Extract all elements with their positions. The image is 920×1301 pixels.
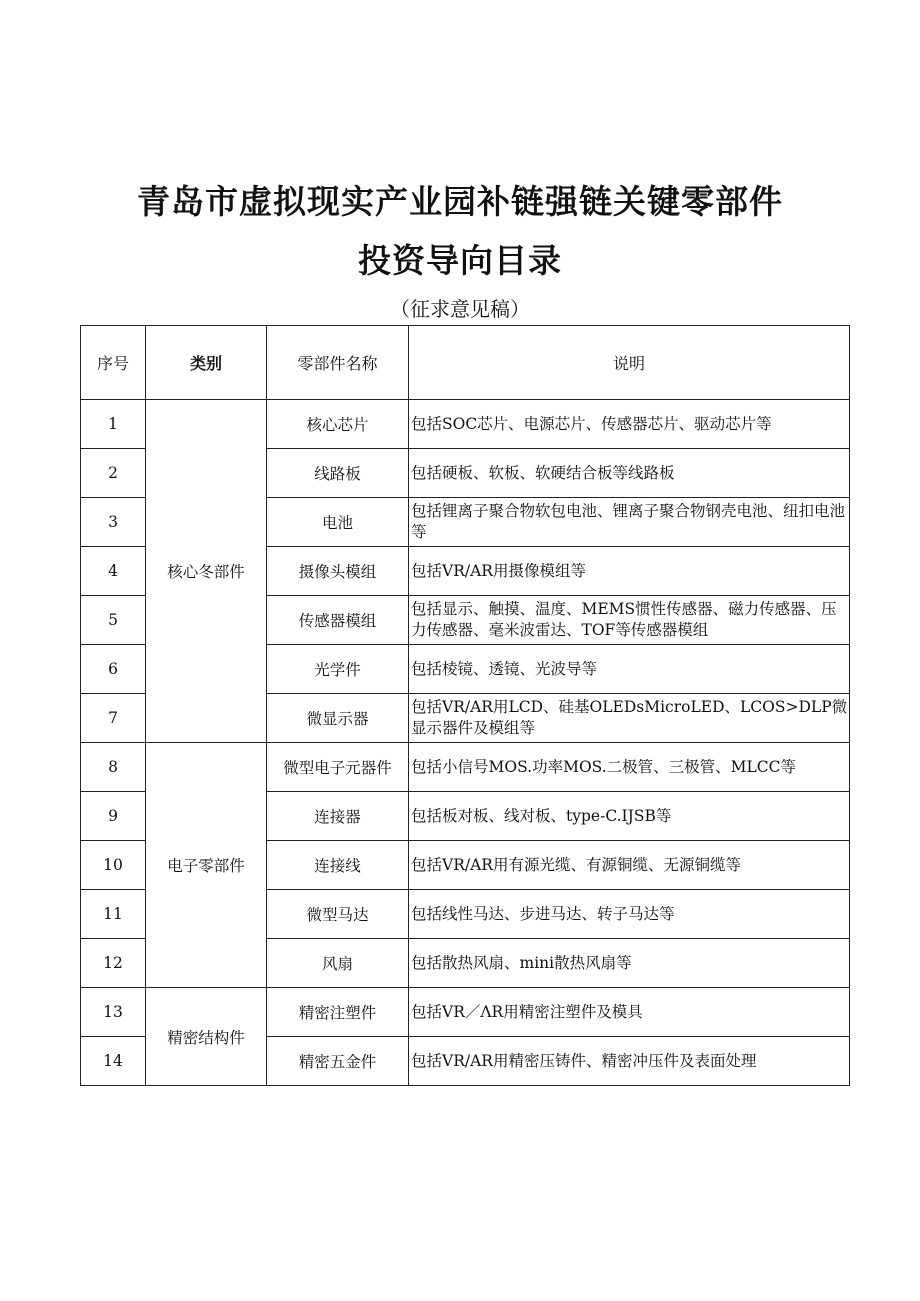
row-description: 包括显示、触摸、温度、MEMS惯性传感器、磁力传感器、压力传感器、毫米波雷达、TOF等传感器模组 — [409, 596, 850, 645]
header-part-name: 零部件名称 — [267, 326, 409, 400]
row-part-name: 微显示器 — [267, 694, 409, 743]
row-part-name: 摄像头模组 — [267, 547, 409, 596]
row-part-name: 风扇 — [267, 939, 409, 988]
header-description: 说明 — [409, 326, 850, 400]
row-index: 6 — [81, 645, 146, 694]
row-description: 包括板对板、线对板、type-C.IJSB等 — [409, 792, 850, 841]
row-index: 14 — [81, 1037, 146, 1086]
row-index: 8 — [81, 743, 146, 792]
row-part-name: 精密注塑件 — [267, 988, 409, 1037]
parts-table — [80, 325, 850, 1086]
row-part-name: 线路板 — [267, 449, 409, 498]
row-description: 包括VR/AR用有源光缆、有源铜缆、无源铜缆等 — [409, 841, 850, 890]
row-index: 5 — [81, 596, 146, 645]
row-index: 3 — [81, 498, 146, 547]
row-part-name: 微型电子元器件 — [267, 743, 409, 792]
header-category: 类别 — [146, 326, 267, 400]
row-index: 1 — [81, 400, 146, 449]
document-subtitle: （征求意见稿） — [390, 297, 530, 321]
row-description: 包括硬板、软板、软硬结合板等线路板 — [409, 449, 850, 498]
row-part-name: 电池 — [267, 498, 409, 547]
row-description: 包括VR／ΛR用精密注塑件及模具 — [409, 988, 850, 1037]
row-index: 9 — [81, 792, 146, 841]
row-description: 包括小信号MOS.功率MOS.二极管、三极管、MLCC等 — [409, 743, 850, 792]
row-index: 11 — [81, 890, 146, 939]
row-description: 包括散热风扇、mini散热风扇等 — [409, 939, 850, 988]
row-description: 包括线性马达、步进马达、转子马达等 — [409, 890, 850, 939]
row-part-name: 传感器模组 — [267, 596, 409, 645]
document-title-line1: 青岛市虚拟现实产业园补链强链关键零部件 — [137, 182, 783, 221]
row-description: 包括VR/AR用摄像模组等 — [409, 547, 850, 596]
category-cell-precision: 精密结构件 — [146, 988, 267, 1086]
row-part-name: 核心芯片 — [267, 400, 409, 449]
row-description: 包括棱镜、透镜、光波导等 — [409, 645, 850, 694]
row-index: 10 — [81, 841, 146, 890]
row-description: 包括SOC芯片、电源芯片、传感器芯片、驱动芯片等 — [409, 400, 850, 449]
table-header-row — [81, 326, 850, 400]
row-index: 13 — [81, 988, 146, 1037]
row-index: 4 — [81, 547, 146, 596]
row-description: 包括VR/AR用精密压铸件、精密冲压件及表面处理 — [409, 1037, 850, 1086]
row-description: 包括VR/AR用LCD、硅基OLEDsMicroLED、LCOS>DLP微显示器件及模组等 — [409, 694, 850, 743]
row-index: 7 — [81, 694, 146, 743]
row-part-name: 微型马达 — [267, 890, 409, 939]
category-cell-electronic: 电子零部件 — [146, 743, 267, 988]
table-row — [81, 743, 850, 792]
row-part-name: 光学件 — [267, 645, 409, 694]
row-index: 12 — [81, 939, 146, 988]
row-description: 包括锂离子聚合物软包电池、锂离子聚合物钢壳电池、纽扣电池等 — [409, 498, 850, 547]
table-row — [81, 400, 850, 449]
row-part-name: 精密五金件 — [267, 1037, 409, 1086]
row-part-name: 连接线 — [267, 841, 409, 890]
table-row — [81, 988, 850, 1037]
header-index: 序号 — [81, 326, 146, 400]
category-cell-core: 核心冬部件 — [146, 400, 267, 743]
document-title-line2: 投资导向目录 — [358, 241, 562, 280]
row-part-name: 连接器 — [267, 792, 409, 841]
row-index: 2 — [81, 449, 146, 498]
